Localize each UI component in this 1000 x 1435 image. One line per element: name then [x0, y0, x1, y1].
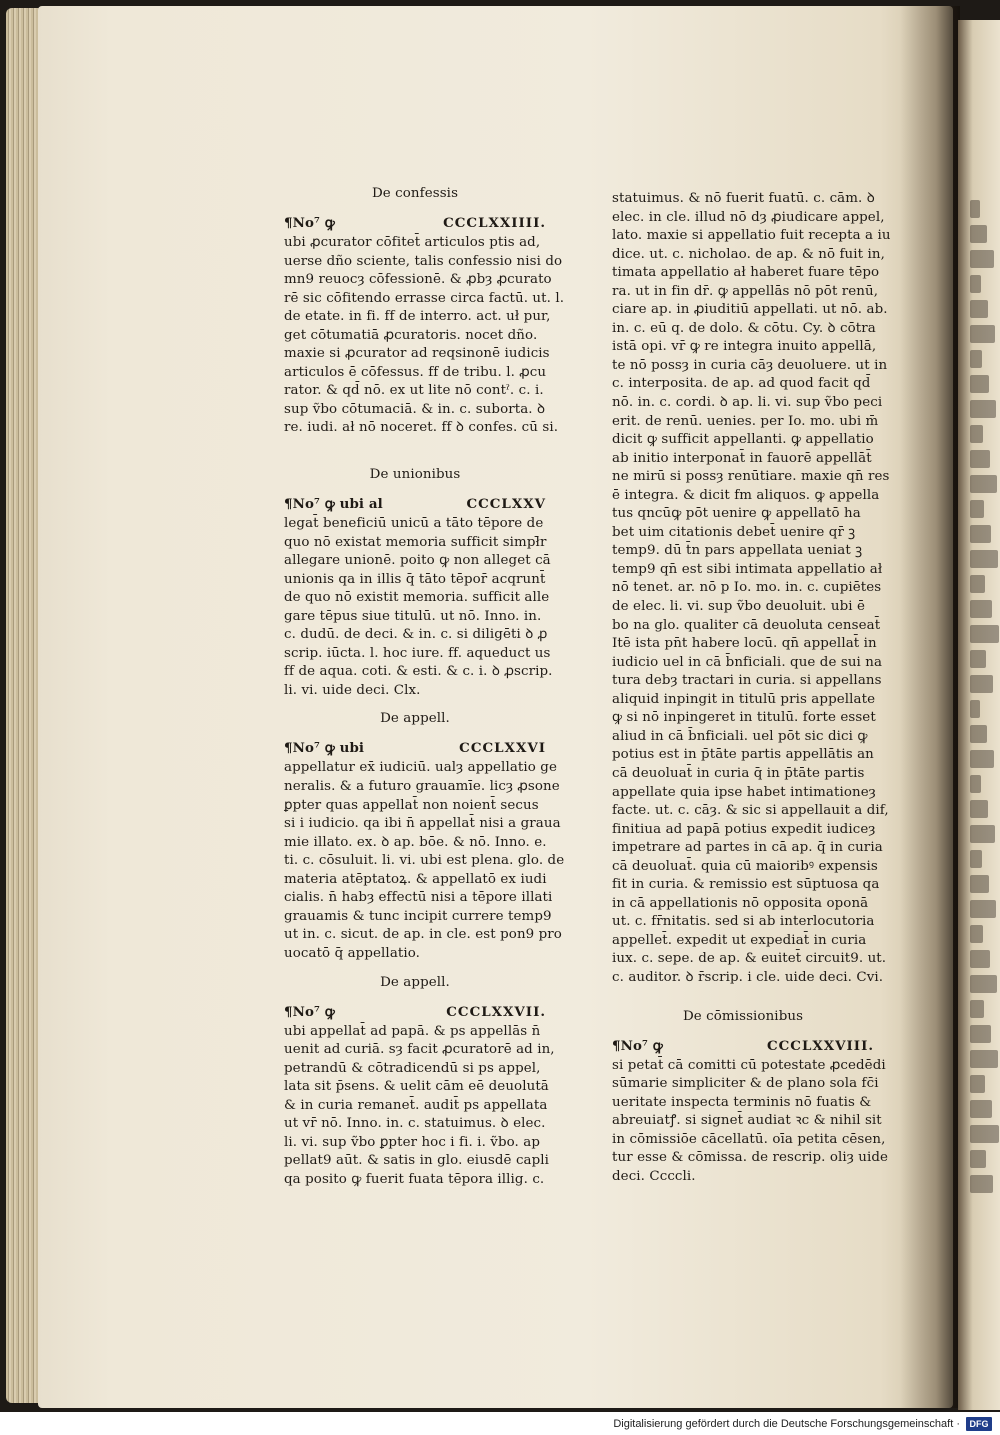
facing-text-line: [970, 925, 983, 943]
text-line: legat̄ beneficiū unicū a tāto tēpore de: [284, 516, 544, 532]
text-line: mn9 reuocȝ cōfessionē. & ꝓbȝ ꝓcurato: [284, 272, 552, 288]
text-line: si petat̄ cā comitti cū potestate ꝓcedēdi: [612, 1057, 886, 1073]
text-line: pellat9 aūt. & satis in glo. eiusdē capli: [284, 1153, 550, 1169]
text-line: facte. ut. c. cāȝ. & sic si appellauit a dif,: [612, 803, 889, 819]
section-heading: De unionibus: [369, 467, 461, 483]
heading-gap: [284, 204, 546, 214]
footer-credit: Digitalisierung gefördert durch die Deutsche Forschungsgemeinschaft ·: [613, 1417, 960, 1430]
text-line: lato. maxie si appellatio fuit recepta a iu: [612, 228, 891, 244]
incipit-text: ¶No⁷ ꝙ: [284, 215, 335, 231]
text-line: c. auditor. ꝺ r̄scrip. i cle. uide deci. Cvi.: [612, 969, 884, 985]
text-line: cā deuoluat̄ in curia q̄ in p̄tāte partis: [612, 765, 865, 781]
text-line: rē sic cōfitendo errasse circa factū. ut. l.: [284, 290, 565, 306]
text-line: gare tēpus siue titulū. ut nō. Inno. in.: [284, 608, 542, 624]
facing-text-line: [970, 200, 980, 218]
facing-text-line: [970, 975, 997, 993]
text-line: ut. c. fr̄nitatis. sed si ab interlocutoria: [612, 914, 875, 930]
facing-text-line: [970, 1075, 985, 1093]
text-line: ut vr̄ nō. Inno. in. c. statuimus. ꝺ elec.: [284, 1116, 546, 1132]
section-heading: De appell.: [380, 711, 450, 727]
text-line: fit in curia. & remissio est sūptuosa qa: [612, 877, 880, 893]
facing-page-text-fragment: [970, 200, 1000, 1200]
section-gap: [612, 988, 874, 1008]
incipit-text: ¶No⁷ ꝙ: [284, 1003, 335, 1020]
left-column: [284, 185, 565, 1189]
facing-text-line: [970, 1100, 992, 1118]
section-number: CCCLXXVI: [459, 740, 546, 757]
facing-text-line: [970, 275, 981, 293]
facing-text-line: [970, 350, 982, 368]
text-line: appellate quia ipse habet intimationeȝ: [612, 784, 876, 800]
right-column: [612, 190, 891, 1186]
text-line: ubi appellat̄ ad papā. & ps appellās n̄: [284, 1023, 541, 1039]
section-incipit-row: [284, 739, 546, 759]
footer-bar: [0, 1412, 1000, 1435]
facing-text-line: [970, 875, 989, 893]
facing-text-line: [970, 1025, 991, 1043]
facing-text-line: [970, 300, 988, 318]
facing-text-line: [970, 950, 990, 968]
facing-text-line: [970, 550, 998, 568]
text-line: quo nō existat memoria sufficit simpł̄r: [284, 534, 547, 550]
facing-text-line: [970, 325, 995, 343]
text-line: appellatur ex̄ iudiciū. ualȝ appellatio ge: [284, 760, 557, 776]
text-line: in. c. eū q. de dolo. & cōtu. Cy. ꝺ cōtra: [612, 320, 876, 336]
section-number: CCCLXXVII.: [446, 1003, 546, 1020]
text-line: iudicio uel in cā b̄nficiali. que de sui na: [612, 654, 883, 670]
facing-text-line: [970, 250, 994, 268]
text-line: ē integra. & dicit fm aliquos. ꝙ appella: [612, 487, 880, 503]
section-heading: De confessis: [371, 186, 459, 201]
facing-text-line: [970, 225, 987, 243]
text-line: uocatō q̄ appellatio.: [284, 945, 421, 961]
text-line: de quo nō existit memoria. sufficit alle: [284, 590, 550, 606]
text-line: qa posito ꝙ fuerit fuata tēpora illig. c.: [284, 1171, 545, 1187]
text-line: ciare ap. in ꝓiuditiū appellati. ut nō. ab.: [612, 302, 888, 318]
text-line: temp9 qn̄ est sibi intimata appellatio ał: [612, 561, 883, 577]
text-line: re. iudi. ał nō noceret. ff ꝺ confes. cū si.: [284, 420, 559, 436]
text-line: materia atēptatoꝝ. & appellatō ex iudi: [284, 871, 547, 887]
facing-text-line: [970, 825, 995, 843]
text-line: cā deuoluat̄. quia cū maioribꝰ expensis: [612, 858, 878, 874]
facing-text-line: [970, 1125, 999, 1143]
text-line: articulos ē cōfessus. ff de tribu. l. ꝓcu: [284, 364, 547, 380]
facing-text-line: [970, 375, 989, 393]
facing-text-line: [970, 775, 981, 793]
text-line: ne mirū si possȝ renūtiare. maxie qn̄ res: [612, 469, 890, 485]
facing-text-line: [970, 475, 997, 493]
text-line: allegare unionē. poito ꝙ non alleget cā: [284, 553, 551, 569]
text-line: in cōmissiōe cācellatū. oīa petita cēsen,: [612, 1131, 886, 1147]
facing-text-line: [970, 450, 990, 468]
heading-gap: [284, 993, 546, 1003]
section-gap: [284, 964, 546, 974]
incipit-text: ¶No⁷ ꝙ ubi al: [284, 496, 383, 513]
text-line: tura debȝ tractari in curia. si appellans: [612, 673, 882, 689]
facing-text-line: [970, 525, 991, 543]
spine-shadow: [900, 6, 960, 1408]
text-line: ubi ꝓcurator cōfitet̄ articulos ptis ad,: [284, 235, 541, 250]
section-incipit-row: [612, 1037, 874, 1057]
text-line: mie illato. ex. ꝺ ap. bōe. & nō. Inno. e.: [284, 834, 547, 850]
text-line: timata appellatio ał haberet fuare tēpo: [612, 265, 880, 281]
facing-text-line: [970, 900, 996, 918]
text-line: uerse dño sciente, talis confessio nisi do: [284, 253, 563, 269]
section-heading: De appell.: [380, 974, 450, 990]
text-line: rator. & qd̄ nō. ex ut lite nō contˀ. c. i.: [284, 383, 544, 399]
text-line: ra. ut in fin dr̄. ꝙ appellās nō pōt renū,: [612, 283, 879, 299]
text-line: istā opi. vr̄ ꝙ re integra inuito appellā,: [612, 339, 877, 355]
text-line: potius est in p̄tāte partis appellātis an: [612, 747, 874, 763]
heading-gap: [284, 485, 546, 495]
text-line: unionis qa in illis q̄ tāto tēpor̄ acqrunt̄: [284, 571, 546, 587]
text-line: bet uim citationis debet̄ uenire qr̄ ꝫ: [612, 524, 856, 540]
text-line: tus qncūꝙ pōt uenire ꝙ appellatō ha: [612, 506, 861, 522]
text-line: erit. de renū. uenies. per Io. mo. ubi m̄: [612, 413, 879, 429]
text-line: statuimus. & nō fuerit fuatū. c. cām. ꝺ: [612, 191, 875, 206]
section-incipit-row: [284, 214, 546, 234]
text-line: abreuiatꝭ. si signet̄ audiat ꝛc & nihil sit: [612, 1113, 882, 1129]
text-line: impetrare ad partes in cā ap. q̄ in curia: [612, 840, 883, 856]
dfg-logo: DFG: [966, 1417, 992, 1431]
text-line: ꝑpter quas appellat̄ non noient̄ secus: [284, 797, 539, 813]
text-line: ti. c. cōsuluit. li. vi. ubi est plena. glo. de: [284, 853, 565, 869]
facing-text-line: [970, 425, 983, 443]
facing-text-line: [970, 750, 994, 768]
text-line: uenit ad curiā. sȝ facit ꝓcuratorē ad in,: [284, 1042, 555, 1058]
section-heading: De cōmissionibus: [682, 1008, 804, 1024]
text-line: iux. c. sepe. de ap. & euitet̄ circuit9. ut.: [612, 951, 887, 967]
text-line: cialis. n̄ habȝ effectū nisi a tēpore illati: [284, 890, 553, 906]
text-line: temp9. dū t̄n pars appellata ueniat ꝫ: [612, 543, 863, 559]
text-line: ab initio interponat̄ in fauorē appellāt̄: [612, 450, 872, 466]
text-line: Itē ista pn̄t habere locū. qn̄ appellat̄ in: [612, 636, 877, 652]
text-line: petrandū & cōtradicendū si ps appel,: [284, 1060, 541, 1076]
facing-text-line: [970, 850, 982, 868]
section-number: CCCLXXV: [466, 496, 546, 513]
heading-gap: [612, 1027, 874, 1037]
text-line: de etate. in fi. ff de interro. act. uł pur,: [284, 309, 551, 325]
text-line: elec. in cle. illud nō dȝ ꝓiudicare appel,: [612, 209, 885, 225]
text-line: li. vi. uide deci. Clx.: [284, 682, 421, 698]
text-line: c. interposita. de ap. ad quod facit qd̄: [612, 376, 871, 392]
text-line: lata sit p̄sens. & uelit cām eē deuolutā: [284, 1079, 549, 1095]
incipit-text: ¶No⁷ ꝙ: [612, 1037, 663, 1054]
text-line: appellet̄. expedit ut expediat̄ in curia: [612, 932, 867, 948]
section-number: CCCLXXVIII.: [766, 1037, 874, 1054]
text-line: maxie si ꝓcurator ad reqsinonē iudicis: [284, 346, 550, 362]
text-line: & in curia remanet̄. audit̄ ps appellata: [284, 1097, 548, 1113]
text-line: deci. Ccccli.: [612, 1168, 696, 1184]
text-line: nō. in. c. cordi. ꝺ ap. li. vi. sup ṽbo peci: [612, 395, 883, 411]
facing-text-line: [970, 675, 993, 693]
text-line: aliud in cā b̄nficiali. uel pōt sic dici ꝙ: [612, 728, 868, 744]
facing-text-line: [970, 625, 999, 643]
text-line: li. vi. sup ṽbo ꝑpter hoc i fi. i. ṽbo. ap: [284, 1134, 541, 1150]
section-incipit-row: [284, 1003, 546, 1023]
section-number: CCCLXXIIII.: [443, 215, 546, 231]
facing-text-line: [970, 800, 988, 818]
section-gap: [284, 700, 546, 710]
section-incipit-row: [284, 495, 546, 515]
facing-text-line: [970, 1175, 993, 1193]
text-line: dice. ut. c. nicholao. de ap. & nō fuit in,: [612, 246, 885, 262]
facing-text-line: [970, 700, 980, 718]
text-line: dicit ꝙ sufficit appellanti. ꝙ appellatio: [612, 432, 874, 448]
facing-text-line: [970, 600, 992, 618]
text-line: grauamis & tunc incipit currere temp9: [284, 908, 552, 924]
text-line: ut in. c. sicut. de ap. in cle. est pon9 pro: [284, 927, 562, 943]
section-gap: [284, 438, 546, 466]
text-line: te nō possȝ in curia cāȝ deuoluere. ut in: [612, 357, 888, 373]
text-line: get cōtumatiā ꝓcuratoris. nocet dño.: [284, 327, 538, 343]
text-line: nō tenet. ar. nō p Io. mo. in. c. cupiētes: [612, 580, 882, 596]
facing-text-line: [970, 725, 987, 743]
text-line: si i iudicio. qa ibi n̄ appellat̄ nisi a graua: [284, 816, 561, 832]
text-line: ff de aqua. coti. & esti. & c. i. ꝺ ꝓscrip.: [284, 664, 553, 680]
facing-text-line: [970, 650, 986, 668]
text-line: scrip. iūcta. l. hoc iure. ff. aqueduct us: [284, 645, 551, 661]
text-line: bo na glo. qualiter cā deuoluta censeat̄: [612, 617, 881, 633]
text-line: ueritate inspecta terminis nō fuatis &: [612, 1094, 872, 1110]
text-line: in cā appellationis nō opposita oponā: [612, 895, 869, 911]
facing-text-line: [970, 400, 996, 418]
text-line: neralis. & a futuro grauamīe. licȝ ꝓsone: [284, 779, 560, 795]
text-line: c. dudū. de deci. & in. c. si diligēti ꝺ ꝓ: [284, 627, 548, 643]
facing-text-line: [970, 575, 985, 593]
text-line: sup ṽbo cōtumaciā. & in. c. suborta. ꝺ: [284, 401, 546, 417]
facing-text-line: [970, 1150, 986, 1168]
text-line: sūmarie simpliciter & de plano sola fc̄i: [612, 1076, 879, 1092]
text-line: de elec. li. vi. sup ṽbo deuoluit. ubi ē: [612, 599, 866, 615]
text-line: finitiua ad papā potius expedit iudiceȝ: [612, 821, 876, 837]
text-line: tur esse & cōmissa. de rescrip. oliȝ uide: [612, 1150, 889, 1166]
facing-text-line: [970, 1000, 984, 1018]
facing-text-line: [970, 500, 984, 518]
heading-gap: [284, 729, 546, 739]
facing-text-line: [970, 1050, 998, 1068]
text-line: aliquid inpingit in titulū pris appellate: [612, 691, 876, 707]
text-line: ꝙ si nō inpingeret in titulū. forte esset: [612, 710, 876, 726]
incipit-text: ¶No⁷ ꝙ ubi: [284, 740, 365, 757]
